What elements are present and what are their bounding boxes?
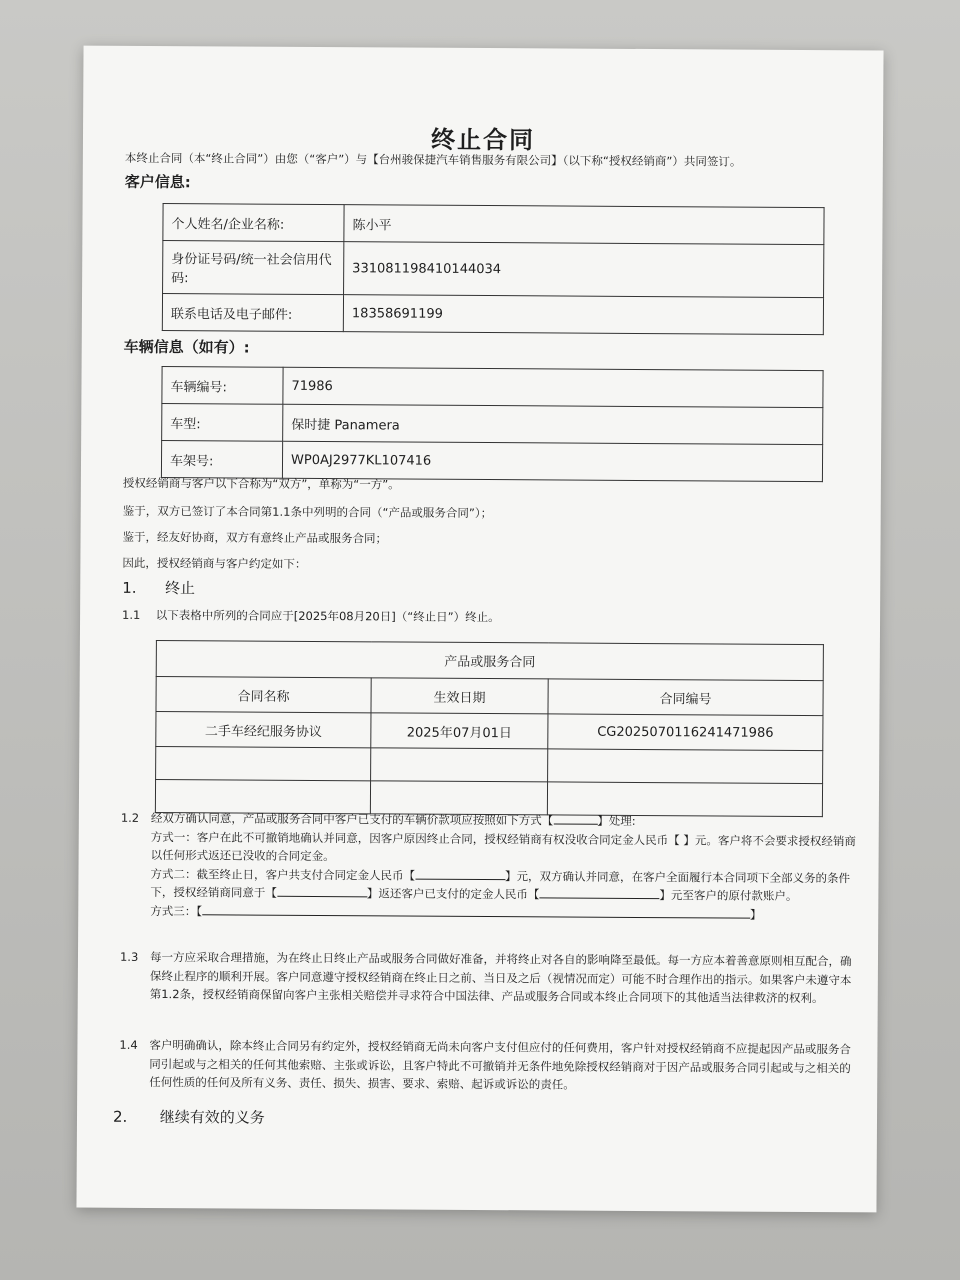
section-number: 1.: [122, 578, 137, 597]
clause-number: 1.1: [122, 607, 141, 622]
section-2-heading: [113, 1106, 265, 1128]
clause-1-3: [120, 948, 860, 1008]
refund-date-blank[interactable]: [277, 896, 367, 898]
vehicle-model-label: 车型:: [162, 404, 283, 442]
method-two: [150, 864, 860, 905]
recital-whereas-1: 鉴于，双方已签订了本合同第1.1条中列明的合同（“产品或服务合同”）；: [122, 503, 493, 521]
refund-amount-blank[interactable]: [539, 897, 659, 899]
column-header-date: 生效日期: [371, 678, 548, 714]
table-header-row: [156, 677, 823, 716]
cell-contract-number: CG2025070116241471986: [548, 714, 823, 751]
customer-heading: 客户信息:: [124, 172, 191, 192]
customer-name-label: 个人姓名/企业名称:: [163, 204, 344, 242]
contract-page: [76, 46, 883, 1213]
method-two-part-a: 方式二：截至终止日，客户共支付合同定金人民币【: [150, 866, 416, 883]
intro-paragraph: 本终止合同（本“终止合同”）由您（“客户”）与【台州骏保捷汽车销售服务有限公司】（以下称“授权经销商”）共同签订。: [124, 150, 742, 169]
table-row: [162, 404, 823, 445]
method-three-label: 方式三：【: [150, 903, 203, 918]
recital-parties: 授权经销商与客户以下合称为“双方”，单称为“一方”。: [122, 475, 400, 492]
recital-whereas-2: 鉴于，经友好协商，双方有意终止产品或服务合同；: [122, 529, 388, 546]
section-title: 终止: [164, 579, 196, 598]
section-number: 2.: [112, 1107, 128, 1126]
table-caption: 产品或服务合同: [156, 641, 823, 681]
vehicle-number-label: 车辆编号:: [162, 367, 283, 405]
customer-name-value: 陈小平: [344, 205, 824, 245]
table-row: [162, 294, 823, 335]
method-three-blank[interactable]: [202, 914, 750, 918]
cell-contract-name: 二手车经纪服务协议: [156, 712, 371, 748]
clause-text: 以下表格中所列的合同应于[2025年08月20日]（“终止日”）终止。: [155, 608, 500, 625]
document-title: 终止合同: [430, 125, 536, 155]
clause-number: 1.3: [119, 949, 139, 964]
table-row-empty: [156, 747, 823, 784]
deposit-amount-blank[interactable]: [415, 878, 505, 880]
clause-1-1: [122, 606, 862, 629]
customer-info-table: [162, 203, 825, 335]
section-title: 继续有效的义务: [159, 1108, 265, 1127]
customer-contact-value: 18358691199: [343, 295, 823, 335]
clause-1-4: [119, 1036, 859, 1096]
method-three-end: 】: [749, 907, 762, 922]
method-three: [150, 901, 860, 924]
customer-id-value: 331081198410144034: [344, 242, 824, 298]
vehicle-model-value: 保时捷 Panamera: [283, 404, 823, 444]
table-caption-row: [156, 641, 823, 681]
method-two-part-b: 】元，双方确认并同意，在客户全面履行本合同项下全部义务的条件下，授权经销商同意于【: [150, 868, 851, 900]
clause-number: 1.4: [119, 1037, 138, 1052]
method-one: 方式一：客户在此不可撤销地确认并同意，因客户原因终止合同，授权经销商有权没收合同定金人民币【 】元。客户将不会要求授权经销商以任何形式返还已没收的合同定金。: [150, 829, 856, 864]
table-row: [163, 204, 824, 245]
table-row: [163, 241, 824, 298]
method-two-part-c: 】返还客户已支付的定金人民币【: [366, 886, 540, 902]
vehicle-vin-value: WP0AJ2977KL107416: [282, 441, 822, 481]
column-header-number: 合同编号: [548, 679, 823, 716]
clause-lead-text: 经双方确认同意，产品或服务合同中客户已支付的车辆价款项应按照如下方式【: [150, 810, 554, 828]
table-row: [162, 367, 823, 408]
customer-contact-label: 联系电话及电子邮件:: [162, 294, 343, 332]
contracts-table: [155, 640, 824, 817]
clause-lead-end: 】处理:: [597, 813, 636, 828]
customer-id-label: 身份证号码/统一社会信用代码:: [163, 241, 344, 295]
cell-effective-date: 2025年07月01日: [371, 713, 548, 749]
clause-number: 1.2: [120, 810, 140, 825]
method-blank[interactable]: [553, 823, 597, 824]
clause-text: 每一方应采取合理措施，为在终止日终止产品或服务合同做好准备，并将终止对各自的影响降至最低。每一方应本着善意原则相互配合，确保终止程序的顺利开展。客户同意遵守授权经销商在终止日之前、当日及之后（视情况而定）可能不时合理作出的指示。如果客户未遵守本第1.2条，授权经销商保留向客户主张相关赔偿并寻求符合中国法律、产品或服务合同或本终止合同项下的其他适当法律救济的权利。: [149, 949, 852, 1006]
clause-1-2: [120, 809, 861, 925]
vehicle-heading: 车辆信息（如有）:: [123, 337, 250, 357]
section-1-heading: [122, 577, 195, 598]
table-row: [156, 712, 823, 751]
clause-text: 客户明确确认，除本终止合同另有约定外，授权经销商无尚未向客户支付但应付的任何费用，客户针对授权经销商不应提起因产品或服务合同引起或与之相关的任何其他索赔、主张或诉讼，且客户特此不可撤销并无条件地免除授权经销商对于因产品或服务合同引起或与之相关的任何性质的任何及所有义务、责任、损失、损害、要求、索赔、起诉或诉讼的责任。: [149, 1037, 851, 1092]
method-two-part-d: 】元至客户的原付款账户。: [659, 888, 798, 903]
column-header-name: 合同名称: [156, 677, 371, 713]
recital-therefore: 因此，授权经销商与客户约定如下：: [122, 555, 307, 571]
vehicle-info-table: [161, 366, 824, 482]
vehicle-vin-label: 车架号:: [161, 441, 282, 479]
vehicle-number-value: 71986: [283, 367, 823, 407]
